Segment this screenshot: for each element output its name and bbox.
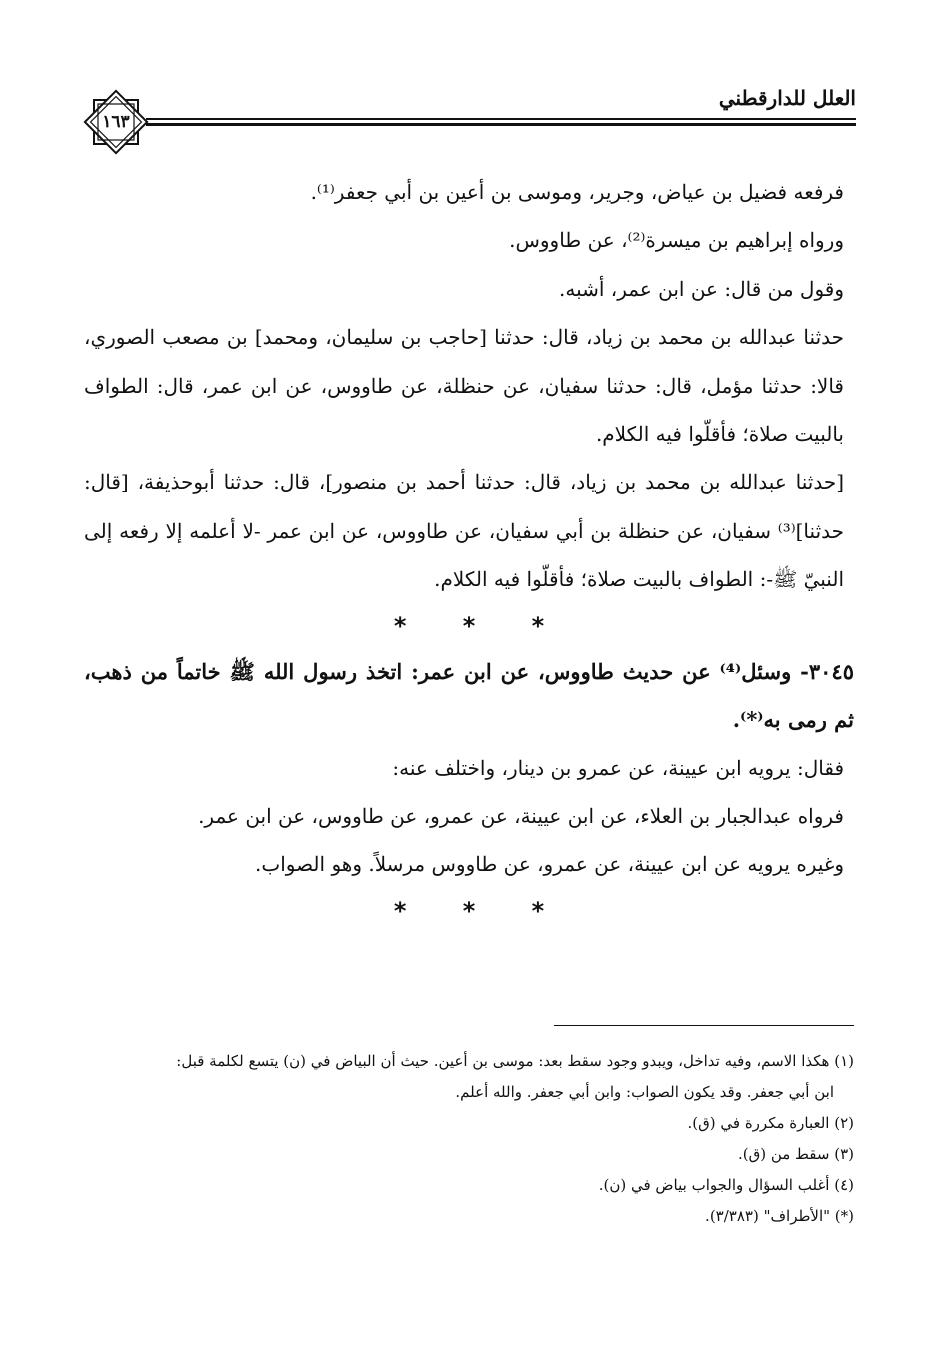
paragraph: فقال: يرويه ابن عيينة، عن عمرو بن دينار، واختلف عنه: — [392, 755, 844, 780]
page-header — [80, 84, 856, 164]
header-rule — [146, 118, 856, 120]
paragraph: فرواه عبدالجبار بن العلاء، عن ابن عيينة، عن عمرو، عن طاووس، عن ابن عمر. — [198, 804, 844, 829]
paragraph: وغيره يرويه عن ابن عيينة، عن عمرو، عن طاووس مرسلاً. وهو الصواب. — [255, 852, 844, 877]
book-title: العلل للدارقطني — [718, 86, 856, 110]
footnote-separator — [554, 1025, 854, 1026]
footnote: (٣) سقط من (ق). — [737, 1145, 854, 1163]
section-separator: * * * — [393, 896, 545, 925]
footnote: (٤) أغلب السؤال والجواب بياض في (ن). — [598, 1176, 854, 1194]
footnote: (*) "الأطراف" (٣/٣٨٣). — [705, 1207, 854, 1225]
page-number-badge — [80, 86, 152, 158]
footnote-continuation: ابن أبي جعفر. وقد يكون الصواب: وابن أبي جعفر. والله أعلم. — [455, 1083, 834, 1101]
footnote: (٢) العبارة مكررة في (ق). — [687, 1114, 854, 1132]
paragraph: حدثنا عبدالله بن محمد بن زياد، قال: حدثنا [حاجب بن سليمان، ومحمد] بن مصعب الصوري، قالا: حدثنا مؤمل، قال: حدثنا سفيان، عن حنظلة، عن طاووس، عن ابن عمر، قال: الطواف بالبيت صلاة؛ فأقلّوا فيه الكلام. — [84, 325, 844, 447]
main-text — [84, 168, 854, 933]
page-number: ١٦٣ — [102, 112, 130, 132]
entry-heading: ٣٠٤٥- وسئل⁽⁴⁾ عن حديث طاووس، عن ابن عمر: اتخذ رسول الله ﷺ خاتماً من ذهب، ثم رمى به⁽*⁾. — [84, 658, 854, 732]
paragraph: [حدثنا عبدالله بن محمد بن زياد، قال: حدثنا أحمد بن منصور]، قال: حدثنا أبوحذيفة، [قال: حدثنا]⁽³⁾ سفيان، عن حنظلة بن أبي سفيان، عن طاووس، عن ابن عمر -لا أعلمه إلا رفعه إلى النبيّ ﷺ-: الطواف بالبيت صلاة؛ فأقلّوا فيه الكلام. — [84, 470, 844, 592]
paragraph: ورواه إبراهيم بن ميسرة⁽²⁾، عن طاووس. — [509, 228, 844, 253]
header-rule-thick — [146, 123, 856, 126]
section-separator: * * * — [393, 611, 545, 640]
paragraph: فرفعه فضيل بن عياض، وجرير، وموسى بن أعين بن أبي جعفر⁽¹⁾. — [310, 180, 844, 204]
paragraph: وقول من قال: عن ابن عمر، أشبه. — [558, 276, 844, 301]
footnotes — [84, 1046, 854, 1232]
footnote: (١) هكذا الاسم، وفيه تداخل، ويبدو وجود سقط بعد: موسى بن أعين. حيث أن البياض في (ن) يتسع لكلمة قبل: — [176, 1052, 854, 1070]
